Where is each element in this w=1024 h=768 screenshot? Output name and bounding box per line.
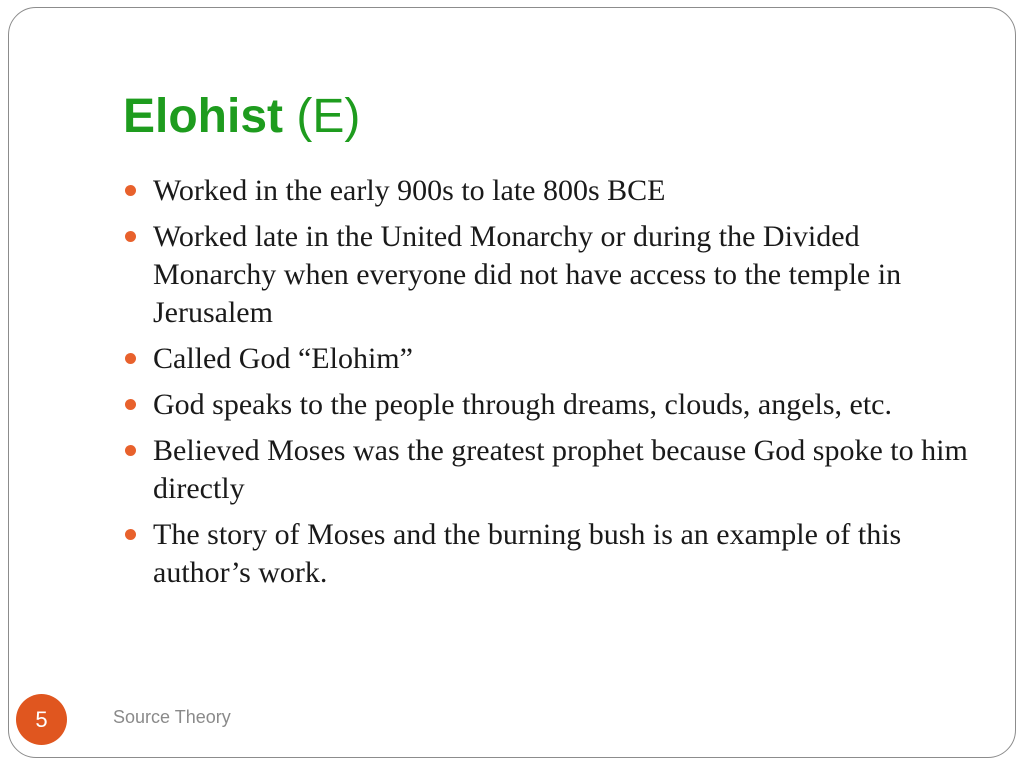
bullet-text: God speaks to the people through dreams, clouds, angels, etc. <box>153 388 892 421</box>
bullet-text: The story of Moses and the burning bush is an example of this author’s work. <box>153 518 902 589</box>
bullet-item <box>121 432 971 508</box>
bullet-marker-icon <box>125 445 136 456</box>
slide-title <box>123 88 360 146</box>
bullet-item <box>121 218 971 332</box>
slide-frame <box>8 7 1016 758</box>
footer-text: Source Theory <box>113 707 231 727</box>
bullet-text: Called God “Elohim” <box>153 342 413 375</box>
bullet-item <box>121 172 971 210</box>
bullet-item <box>121 516 971 592</box>
bullet-list <box>121 172 971 600</box>
bullet-marker-icon <box>125 231 136 242</box>
bullet-text: Believed Moses was the greatest prophet because God spoke to him directly <box>153 434 968 505</box>
bullet-marker-icon <box>125 353 136 364</box>
page-number-badge <box>16 694 67 745</box>
bullet-text: Worked late in the United Monarchy or during the Divided Monarchy when everyone did not have access to the temple in Jerusalem <box>153 220 902 329</box>
bullet-text: Worked in the early 900s to late 800s BCE <box>153 174 666 207</box>
bullet-item <box>121 386 971 424</box>
bullet-marker-icon <box>125 185 136 196</box>
page-number: 5 <box>35 706 48 732</box>
bullet-item <box>121 340 971 378</box>
bullet-marker-icon <box>125 399 136 410</box>
slide-title-main: Elohist <box>123 90 284 143</box>
bullet-marker-icon <box>125 529 136 540</box>
slide-title-suffix: (E) <box>296 90 361 143</box>
